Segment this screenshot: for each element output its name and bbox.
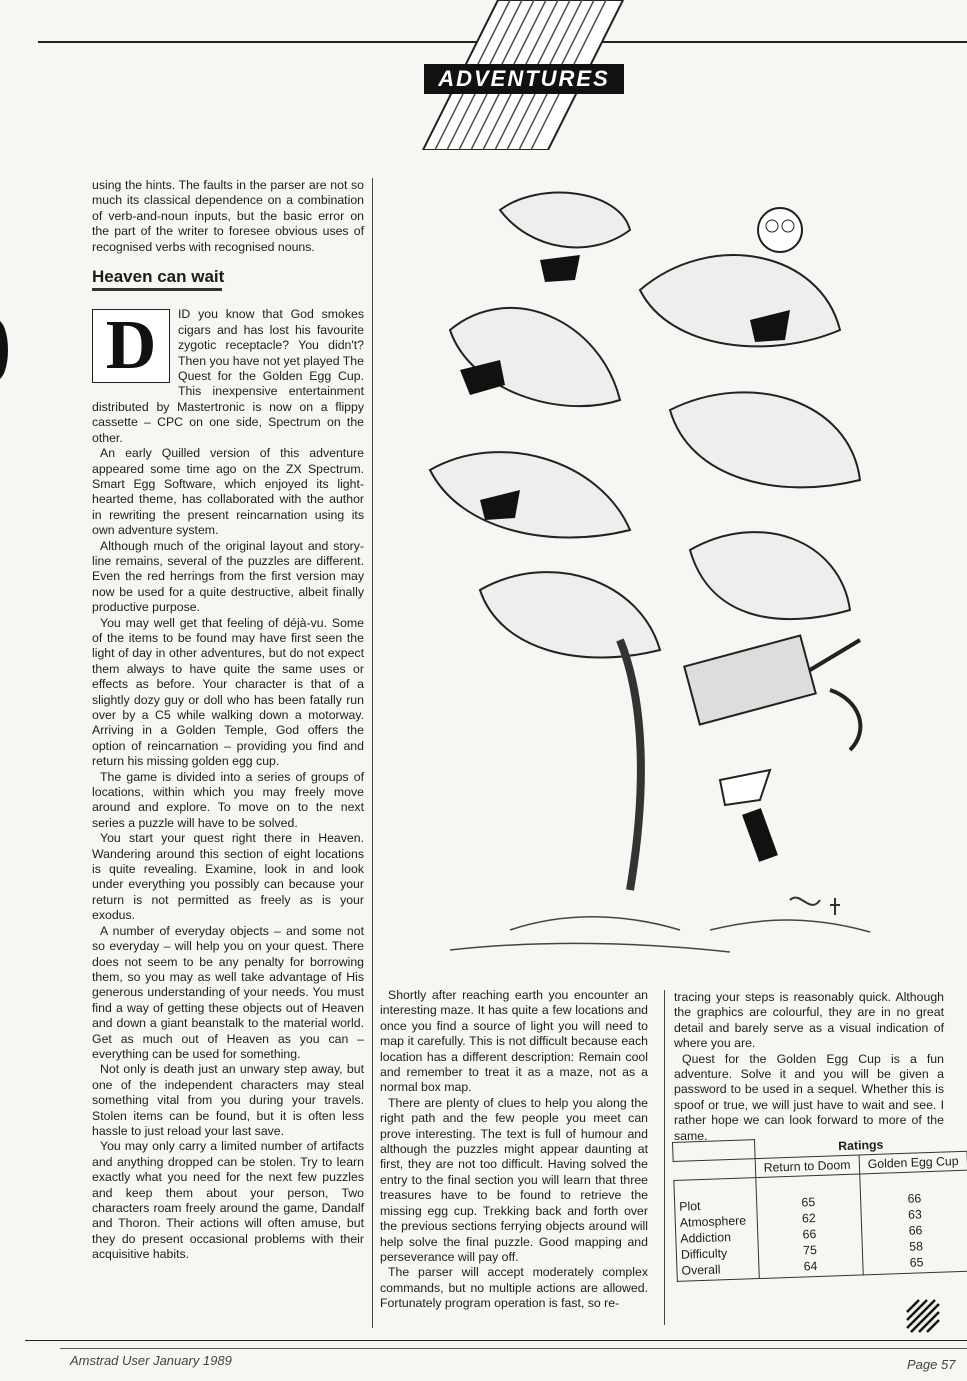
rating-value: 62 — [801, 1210, 816, 1226]
rating-label: Overall — [681, 1261, 721, 1278]
rating-value: 66 — [908, 1222, 923, 1238]
article-column-3 — [674, 990, 944, 1144]
section-label: ADVENTURES — [424, 64, 624, 94]
paragraph: You may only carry a limited number of artifacts and anything dropped can be stolen. Try to learn exactly what you need for the next few puzzles and keep them about your person, Two characters roam freely around the game, Dandalf and Thoron. Their actions will often amuse, but they do present occasional problems with their acquisitive habits. — [92, 1139, 364, 1262]
paragraph: An early Quilled version of this adventure appeared some time ago on the ZX Spectrum. Smart Egg Software, which enjoyed its light-hearted theme, has collaborated with the author in rewriting the present reincarnation using its own adventure system. — [92, 446, 364, 538]
rating-value: 66 — [907, 1190, 922, 1206]
article-heading: Heaven can wait — [92, 267, 225, 287]
paragraph: A number of everyday objects – and some not so everyday – will help you on your quest. There does not seem to be any penalty for borrowing them, so you may as well take advantage of His generous understanding of your needs. You must find a way of getting these objects out of Heaven and down a giant beanstalk to the material world. Get as much out of Heaven as you can – everything can be used for something. — [92, 923, 364, 1061]
rating-label: Atmosphere — [679, 1212, 747, 1230]
paragraph: using the hints. The faults in the parser are not so much its classical dependence on a combination of verb-and-noun inputs, but the basic error on the part of the writer to foresee obvious uses of recognised verbs with recognised nouns. — [92, 178, 364, 254]
rating-value: 75 — [802, 1242, 818, 1257]
paragraph: Quest for the Golden Egg Cup is a fun adventure. Solve it and you will be given a password to be used in a sequel. Whether this is spoof or true, we will just have to wait and see. I rather hope we can look forward to more of the same. — [674, 1051, 944, 1143]
rating-value: 66 — [802, 1226, 817, 1241]
column-divider — [372, 178, 373, 1328]
ratings-labels — [674, 1177, 759, 1281]
ratings-values-golden-egg-cup — [859, 1170, 967, 1275]
rating-value: 64 — [803, 1258, 818, 1273]
paragraph: Not only is death just an unwary step away, but one of the independent characters may steal something vital from you during your travels. Stolen items can be found, but it is often less hassle to just reload your last save. — [92, 1062, 364, 1138]
binding-hole — [0, 320, 8, 380]
ratings-title: Ratings — [754, 1132, 967, 1158]
paragraph: You may well get that feeling of déjà-vu. Some of the items to be found may have first seen the light of day in other adventures, but do not expect them always to have quite the same uses or effects as before. Your character is that of a slightly dozy guy or doll who has been fatally run over by a C5 while walking down a motorway. Arriving in a Golden Temple, God offers the option of reincarnation – providing you find and return his missing golden egg cup. — [92, 615, 364, 769]
ratings-values-return-to-doom — [755, 1173, 862, 1278]
paragraph: There are plenty of clues to help you along the right path and the few people you meet can prove interesting. The text is full of humour and although the puzzles might appear daunting at first, they are not too difficult. Having solved the entry to the final section you will learn that three treasures have to be found to retrieve the missing egg cup. Trekking back and forth over the previous sections ferrying objects around will help solve the final puzzle. Good mapping and perseverance will pay off. — [380, 1095, 648, 1264]
ratings-col-header: Golden Egg Cup — [859, 1151, 967, 1174]
rating-label: Difficulty — [680, 1245, 728, 1262]
rating-value: 65 — [801, 1194, 816, 1210]
paragraph: Although much of the original layout and story-line remains, several of the puzzles are different. Even the red herrings from the first version may now be used for a quite destructive, albeit finally productive purpose. — [92, 538, 364, 615]
ratings-table — [672, 1132, 967, 1322]
column-divider — [664, 990, 665, 1325]
end-mark-icon — [905, 1298, 941, 1334]
beanstalk-illustration — [390, 170, 960, 970]
page-number: Page 57 — [907, 1357, 956, 1372]
rating-value: 63 — [907, 1206, 923, 1222]
article-column-1 — [92, 178, 364, 1263]
paragraph: The game is divided into a series of groups of locations, within which you may freely move around and explore. To move on to the next series a puzzle will have to be solved. — [92, 769, 364, 830]
paragraph: Shortly after reaching earth you encounter an interesting maze. It has quite a few locations and once you find a source of light you will need to map it carefully. This is not difficult because each location has a different description: Remain cool and remember to treat it as a maze, not as a normal box map. — [380, 988, 648, 1095]
paragraph: You start your quest right there in Heaven. Wandering around this section of eight locations is quite revealing. Examine, look in and look under everything you possibly can because your return is not permitted as freely as is your exodus. — [92, 831, 364, 923]
ratings-col-header: Return to Doom — [755, 1154, 860, 1177]
rating-label: Addiction — [680, 1229, 732, 1246]
footer-rule — [60, 1348, 967, 1349]
footer-publication: Amstrad User January 1989 — [70, 1353, 232, 1368]
article-column-2 — [380, 988, 648, 1312]
bottom-rule — [25, 1340, 967, 1341]
drop-cap: D — [92, 309, 170, 383]
heading-underline — [92, 288, 222, 291]
rating-value: 58 — [908, 1238, 924, 1254]
rating-label: Plot — [679, 1198, 701, 1214]
paragraph: tracing your steps is reasonably quick. Although the graphics are colourful, they are in no great detail and barely serve as a visual indication of where you are. — [674, 990, 944, 1051]
paragraph: The parser will accept moderately complex commands, but no multiple actions are allowed. Fortunately program operation is fast, so re- — [380, 1265, 648, 1311]
paragraph: ID you know that God smokes cigars and has lost his favourite zygotic receptacle? You didn't? Then you have not yet played The Quest for the Golden Egg Cup. This inexpensive entertainment distributed by Mastertronic is now on a flippy cassette – CPC on one side, Spectrum on the other. — [92, 307, 364, 445]
rating-value: 65 — [909, 1254, 924, 1270]
